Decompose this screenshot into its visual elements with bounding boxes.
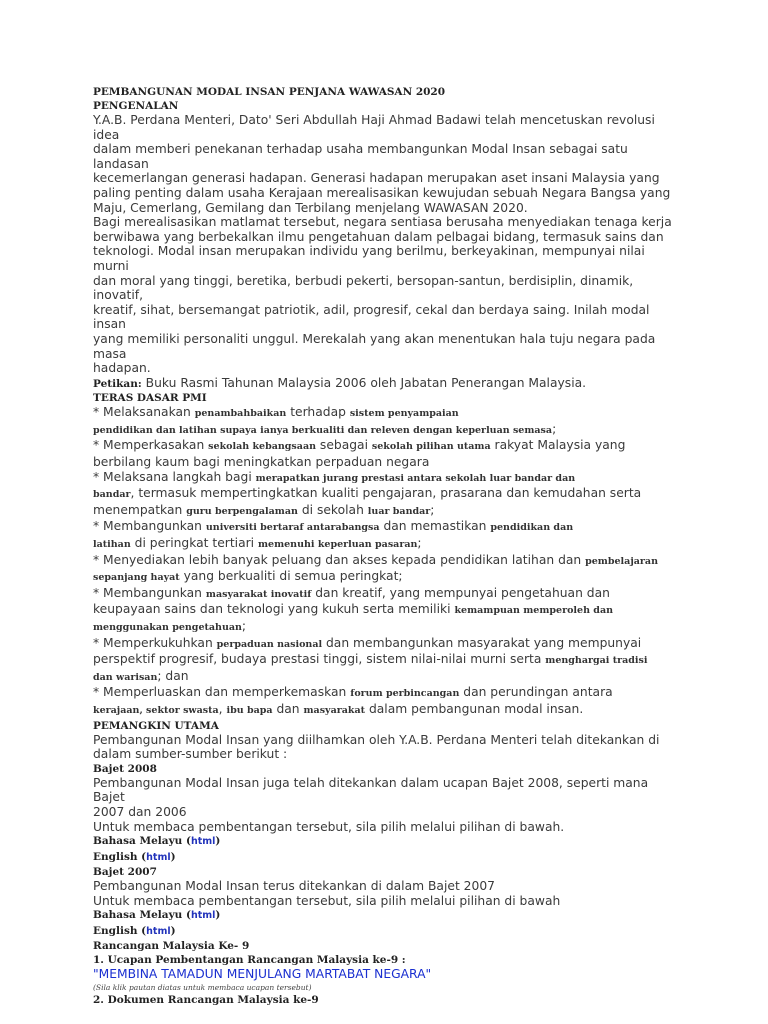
- text-run: di sekolah: [297, 502, 368, 517]
- text-run: dalam pembangunan modal insan.: [365, 701, 584, 716]
- bajet2007-en-html-link[interactable]: html: [146, 925, 171, 937]
- petikan-line: [93, 376, 685, 392]
- bajet2007-bm-html-link[interactable]: html: [190, 910, 216, 922]
- teras-item-1-cont: [93, 422, 685, 439]
- intro-line: dan moral yang tinggi, beretika, berbudi pekerti, bersopan-santun, berdisiplin, dinamik,: [93, 273, 634, 288]
- intro-line: Bagi merealisasikan matlamat tersebut, negara sentiasa berusaha menyediakan tenaga kerja: [93, 215, 672, 230]
- emphasis-text: menghargai tradisi: [545, 655, 648, 667]
- emphasis-text: sekolah kebangsaan: [208, 441, 317, 453]
- text-run: ): [170, 924, 176, 937]
- text-run: * Memperkasakan: [93, 438, 209, 453]
- teras-item-7: [93, 636, 685, 653]
- intro-line: hadapan.: [93, 361, 151, 376]
- text-run: (: [137, 850, 147, 863]
- teras-item-6: [93, 586, 685, 603]
- teras-item-4-cont: [93, 536, 685, 553]
- text-run: dan perundingan antara: [459, 685, 613, 700]
- teras-item-2: [93, 438, 685, 455]
- text-run: ;: [241, 619, 247, 633]
- text-run: dan: [272, 701, 304, 716]
- text-run: * Membangunkan: [93, 519, 206, 534]
- teras-item-4: [93, 519, 685, 536]
- text-run: dan kreatif, yang mempunyai pengetahuan dan: [311, 585, 610, 600]
- intro-line: murni: [93, 258, 129, 273]
- text-run: perspektif progresif, budaya prestasi tinggi, sistem nilai-nilai murni serta: [93, 652, 546, 667]
- text-run: sebagai: [316, 438, 372, 453]
- intro-line: dalam memberi penekanan terhadap usaha membangunkan Modal Insan sebagai satu: [93, 142, 628, 157]
- intro-paragraph: [93, 113, 685, 376]
- bajet2007-line: Untuk membaca pembentangan tersebut, sila pilih melalui pilihan di bawah: [93, 893, 561, 908]
- text-run: rakyat Malaysia yang: [490, 438, 626, 453]
- text-run: dan membangunkan masyarakat yang mempunyai: [322, 635, 642, 650]
- intro-line: landasan: [93, 156, 149, 171]
- intro-line: Maju, Cemerlang, Gemilang dan Terbilang menjelang WAWASAN 2020.: [93, 200, 528, 215]
- bajet2008-en-html-link[interactable]: html: [146, 851, 171, 863]
- teras-item-7-cont2: [93, 669, 685, 686]
- teras-item-8-cont: [93, 702, 685, 719]
- text-run: menempatkan: [93, 502, 187, 517]
- document-title: PEMBANGUNAN MODAL INSAN PENJANA WAWASAN 2020: [93, 86, 446, 98]
- language-label: Bahasa Melayu: [93, 835, 183, 848]
- intro-line: kreatif, sihat, bersemangat patriotik, adil, progresif, cekal dan berdaya saing. Inilah modal: [93, 302, 650, 317]
- bajet2008-bm-html-link[interactable]: html: [190, 836, 216, 848]
- emphasis-text: sistem penyampaian: [349, 408, 459, 420]
- pemangkin-heading: PEMANGKIN UTAMA: [93, 719, 219, 732]
- pemangkin-line: dalam sumber-sumber berikut :: [93, 747, 288, 762]
- emphasis-text: universiti bertaraf antarabangsa: [205, 522, 380, 534]
- bajet2007-bm-row: [93, 908, 685, 924]
- emphasis-text: dan warisan: [93, 671, 158, 683]
- rmk9-quote-link[interactable]: "MEMBINA TAMADUN MENJULANG MARTABAT NEGARA": [93, 967, 432, 982]
- text-run: ;: [552, 421, 557, 436]
- bajet2008-line: Bajet: [93, 790, 125, 805]
- emphasis-text: bandar: [93, 489, 131, 501]
- text-run: * Menyediakan lebih banyak peluang dan akses kepada pendidikan latihan dan: [93, 552, 586, 567]
- bajet2008-bm-row: [93, 834, 685, 850]
- text-run: dan memastikan: [379, 519, 491, 534]
- teras-item-8: [93, 685, 685, 702]
- bajet2008-line: Pembangunan Modal Insan juga telah ditekankan dalam ucapan Bajet 2008, seperti mana: [93, 775, 649, 790]
- intro-line: masa: [93, 346, 127, 361]
- text-run: * Melaksanakan: [93, 405, 195, 420]
- text-run: , termasuk mempertingkatkan kualiti pengajaran, prasarana dan kemudahan serta: [130, 486, 642, 501]
- teras-item-1: [93, 405, 685, 422]
- text-run: (: [182, 909, 191, 922]
- teras-item-6-cont2: [93, 619, 685, 636]
- text-run: yang berkualiti di semua peringkat;: [179, 569, 403, 584]
- text-run: * Memperkukuhkan: [93, 635, 217, 650]
- intro-line: kecemerlangan generasi hadapan. Generasi hadapan merupakan aset insani Malaysia yang: [93, 171, 660, 186]
- bajet2008-en-row: [93, 850, 685, 866]
- emphasis-text: pendidikan dan latihan supaya ianya berkualiti dan releven dengan keperluan semasa: [93, 424, 553, 436]
- language-label: English: [93, 924, 138, 937]
- rmk9-item-2: 2. Dokumen Rancangan Malaysia ke-9: [93, 994, 319, 1007]
- rmk9-note: (Sila klik pautan diatas untuk membaca ucapan tersebut): [93, 983, 312, 993]
- emphasis-text: pembelajaran: [585, 555, 658, 567]
- intro-line: berwibawa yang berbekalkan ilmu pengetahuan dalam pelbagai bidang, termasuk sains dan: [93, 229, 664, 244]
- emphasis-text: masyarakat inovatif: [205, 588, 312, 600]
- bajet2008-heading: Bajet 2008: [93, 762, 157, 775]
- emphasis-text: kerajaan, sektor swasta: [93, 704, 219, 716]
- emphasis-text: masyarakat: [303, 704, 366, 716]
- emphasis-text: forum perbincangan: [350, 688, 460, 700]
- bajet2007-line: Pembangunan Modal Insan terus ditekankan di dalam Bajet 2007: [93, 879, 495, 894]
- teras-heading: TERAS DASAR PMI: [93, 392, 207, 405]
- text-run: * Membangunkan: [93, 585, 206, 600]
- rmk9-item-1: [93, 953, 685, 967]
- emphasis-text: latihan: [93, 539, 131, 551]
- text-run: terhadap: [286, 405, 350, 420]
- pemangkin-line: Pembangunan Modal Insan yang diilhamkan oleh Y.A.B. Perdana Menteri telah ditekankan di: [93, 732, 660, 747]
- bajet2008-line: 2007 dan 2006: [93, 804, 187, 819]
- text-run: ; dan: [157, 668, 189, 683]
- teras-item-3-cont: [93, 486, 685, 503]
- language-label: English: [93, 850, 138, 863]
- bajet2007-heading: Bajet 2007: [93, 866, 157, 879]
- intro-line: teknologi. Modal insan merupakan individu yang berilmu, berkeyakinan, mempunyai nilai: [93, 244, 645, 259]
- teras-item-5: [93, 553, 685, 570]
- text-run: ;: [417, 536, 422, 551]
- emphasis-text: guru berpengalaman: [186, 505, 298, 517]
- emphasis-text: merapatkan jurang prestasi antara sekolah luar bandar dan: [255, 472, 576, 484]
- document-body: [93, 85, 685, 1007]
- text-run: ,: [218, 701, 227, 716]
- emphasis-text: memenuhi keperluan pasaran: [257, 539, 418, 551]
- emphasis-text: ibu bapa: [226, 704, 273, 716]
- teras-item-3-cont2: [93, 503, 685, 520]
- emphasis-text: penambahbaikan: [194, 408, 287, 420]
- intro-heading: PENGENALAN: [93, 100, 179, 112]
- text-run: keupayaan sains dan teknologi yang kukuh serta memiliki: [93, 602, 455, 617]
- text-run: * Memperluaskan dan memperkemaskan: [93, 685, 351, 700]
- petikan-text: Buku Rasmi Tahunan Malaysia 2006 oleh Jabatan Penerangan Malaysia.: [141, 375, 587, 390]
- intro-line: paling penting dalam usaha Kerajaan merealisasikan kewujudan sebuah Negara Bangsa yang: [93, 185, 671, 200]
- teras-item-3: [93, 470, 685, 487]
- emphasis-text: sepanjang hayat: [93, 572, 180, 584]
- bajet2008-line: Untuk membaca pembentangan tersebut, sila pilih melalui pilihan di bawah.: [93, 819, 565, 834]
- intro-line: idea: [93, 127, 120, 142]
- text-run: :: [398, 954, 406, 967]
- intro-line: insan: [93, 317, 126, 332]
- intro-line: yang memiliki personaliti unggul. Merekalah yang akan menentukan hala tuju negara pada: [93, 331, 656, 346]
- bajet2007-en-row: [93, 924, 685, 940]
- text-run: di peringkat tertiari: [130, 536, 258, 551]
- language-label: Bahasa Melayu: [93, 909, 183, 922]
- intro-line: inovatif,: [93, 288, 144, 303]
- emphasis-text: kemampuan memperoleh dan: [454, 605, 614, 617]
- text-run: * Melaksana langkah bagi: [93, 469, 256, 484]
- teras-item-6-cont: [93, 602, 685, 619]
- emphasis-text: luar bandar: [367, 505, 431, 517]
- emphasis-text: menggunakan pengetahuan: [93, 622, 242, 633]
- text-run: ): [215, 835, 221, 848]
- rmk9-heading: Rancangan Malaysia Ke- 9: [93, 940, 250, 953]
- text-run: (: [182, 835, 191, 848]
- text-run: (: [137, 924, 147, 937]
- text-run: ): [170, 850, 176, 863]
- emphasis-text: perpaduan nasional: [216, 638, 323, 650]
- teras-item-5-cont: [93, 569, 685, 586]
- rmk9-item-1-label: 1. Ucapan Pembentangan Rancangan Malaysia ke-9: [93, 954, 399, 967]
- intro-line: Y.A.B. Perdana Menteri, Dato' Seri Abdullah Haji Ahmad Badawi telah mencetuskan revolusi: [93, 113, 655, 127]
- teras-item-2-cont: berbilang kaum bagi meningkatkan perpaduan negara: [93, 455, 430, 470]
- text-run: ): [215, 909, 221, 922]
- emphasis-text: pendidikan dan: [490, 522, 574, 534]
- text-run: ;: [430, 502, 435, 517]
- petikan-label: Petikan:: [93, 377, 142, 390]
- teras-item-7-cont: [93, 652, 685, 669]
- emphasis-text: sekolah pilihan utama: [371, 441, 491, 453]
